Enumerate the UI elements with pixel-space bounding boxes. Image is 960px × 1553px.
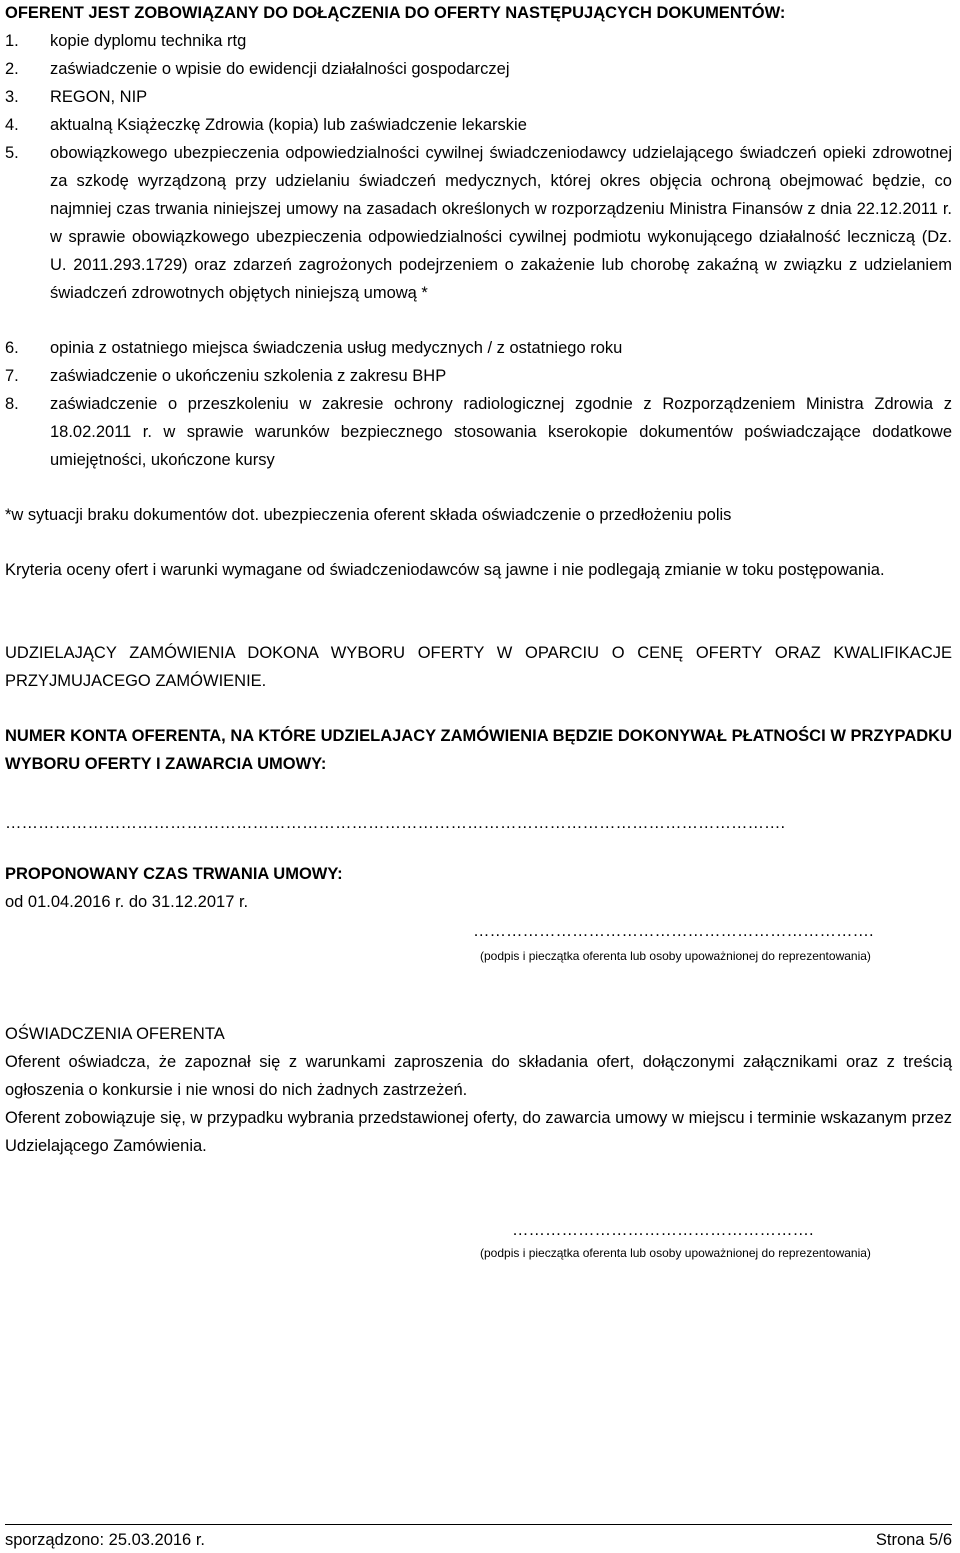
duration-heading: PROPONOWANY CZAS TRWANIA UMOWY: <box>5 865 343 883</box>
doc-item: zaświadczenie o przeszkoleniu w zakresie ochrony radiologicznej zgodnie z Rozporządzeniem Ministra Zdrowia z 18.02.2011 r. w sprawie warunków bezpiecznego stosowania kserokopie dokumentów poświadczające dodatkowe umiejętności, ukończone kursy <box>50 395 952 469</box>
doc-number: 2. <box>5 60 19 78</box>
account-number-field[interactable]: ……………………………………………………………………………………………………………………………. <box>5 814 786 832</box>
selection-statement: UDZIELAJĄCY ZAMÓWIENIA DOKONA WYBORU OFERTY W OPARCIU O CENĘ OFERTY ORAZ KWALIFIKACJE PRZYJMUJACEGO ZAMÓWIENIE. <box>5 644 952 690</box>
footer-date: sporządzono: 25.03.2016 r. <box>5 1531 205 1549</box>
doc-number: 4. <box>5 116 19 134</box>
doc-number: 1. <box>5 32 19 50</box>
doc-item: aktualną Książeczkę Zdrowia (kopia) lub zaświadczenie lekarskie <box>50 116 527 134</box>
documents-heading: OFERENT JEST ZOBOWIĄZANY DO DOŁĄCZENIA DO OFERTY NASTĘPUJĄCYCH DOKUMENTÓW: <box>5 4 786 22</box>
statement-paragraph: Oferent zobowiązuje się, w przypadku wybrania przedstawionej oferty, do zawarcia umowy w miejscu i terminie wskazanym przez Udzielającego Zamówienia. <box>5 1109 952 1155</box>
doc-item: zaświadczenie o wpisie do ewidencji działalności gospodarczej <box>50 60 510 78</box>
signature-caption: (podpis i pieczątka oferenta lub osoby upoważnionej do reprezentowania) <box>480 1246 871 1260</box>
doc-number: 8. <box>5 395 19 413</box>
doc-item: obowiązkowego ubezpieczenia odpowiedzialności cywilnej świadczeniodawcy udzielającego świadczeń opieki zdrowotnej za szkodę wyrządzoną przy udzielaniu świadczeń medycznych, której okres objęcia ochroną obejmować będzie, co najmniej czas trwania niniejszej umowy na zasadach określonych w rozporządzeniu Ministra Finansów z dnia 22.12.2011 r. w sprawie obowiązkowego ubezpieczenia odpowiedzialności cywilnej podmiotu wykonującego działalność leczniczą (Dz. U. 2011.293.1729) oraz zdarzeń zagrożonych podejrzeniem o zakażenie lub chorobę zakaźną w związku z udzielaniem świadczeń zdrowotnych objętych niniejszą umową * <box>50 144 952 302</box>
evaluation-criteria: Kryteria oceny ofert i warunki wymagane od świadczeniodawców są jawne i nie podlegają zmianie w toku postępowania. <box>5 561 885 579</box>
signature-line: ………………………………………………. <box>512 1221 814 1239</box>
insurance-footnote: *w sytuacji braku dokumentów dot. ubezpieczenia oferent składa oświadczenie o przedłożeniu polis <box>5 506 732 524</box>
doc-item: REGON, NIP <box>50 88 148 106</box>
footer-divider <box>5 1524 952 1525</box>
account-heading: NUMER KONTA OFERENTA, NA KTÓRE UDZIELAJACY ZAMÓWIENIA BĘDZIE DOKONYWAŁ PŁATNOŚCI W PRZYPADKU WYBORU OFERTY I ZAWARCIA UMOWY: <box>5 727 952 773</box>
page-number: Strona 5/6 <box>875 1531 952 1549</box>
doc-number: 3. <box>5 88 19 106</box>
statements-heading: OŚWIADCZENIA OFERENTA <box>5 1025 225 1043</box>
doc-number: 6. <box>5 339 19 357</box>
statement-paragraph: Oferent oświadcza, że zapoznał się z warunkami zaproszenia do składania ofert, dołączonymi załącznikami oraz z treścią ogłoszenia o konkursie i nie wnosi do nich żadnych zastrzeżeń. <box>5 1053 952 1099</box>
doc-item: zaświadczenie o ukończeniu szkolenia z zakresu BHP <box>50 367 447 385</box>
doc-item: kopie dyplomu technika rtg <box>50 32 247 50</box>
doc-number: 5. <box>5 144 19 162</box>
doc-number: 7. <box>5 367 19 385</box>
signature-caption: (podpis i pieczątka oferenta lub osoby upoważnionej do reprezentowania) <box>480 949 871 963</box>
signature-line: ………………………………………………………………. <box>473 922 874 940</box>
doc-item: opinia z ostatniego miejsca świadczenia usług medycznych / z ostatniego roku <box>50 339 623 357</box>
duration-value: od 01.04.2016 r. do 31.12.2017 r. <box>5 893 249 911</box>
